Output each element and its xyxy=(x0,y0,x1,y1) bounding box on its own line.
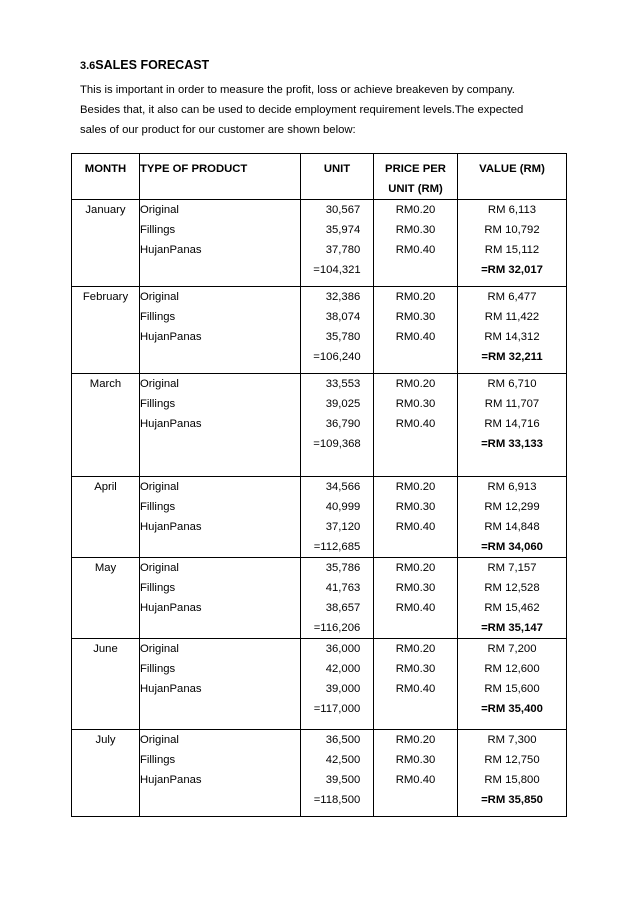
unit-cell xyxy=(301,374,374,477)
month-label: April xyxy=(94,481,117,493)
table-body xyxy=(72,200,567,817)
product-cell xyxy=(140,558,301,639)
value-total: =RM 34,060 xyxy=(481,541,543,553)
value-cell xyxy=(458,477,567,558)
unit-value: 33,553 xyxy=(325,378,361,390)
product-name: HujanPanas xyxy=(140,602,202,614)
product-name: Original xyxy=(140,643,179,655)
product-name: Fillings xyxy=(140,754,176,766)
product-name: Original xyxy=(140,204,179,216)
value-amount: RM 6,913 xyxy=(487,481,537,493)
table-row xyxy=(72,730,567,817)
value-cell xyxy=(458,374,567,477)
header-value: VALUE (RM) xyxy=(458,154,567,200)
header-unit: UNIT xyxy=(301,154,374,200)
header-price-per-unit xyxy=(374,154,458,200)
intro-line: This is important in order to measure the profit, loss or achieve breakeven by company. xyxy=(80,84,515,96)
unit-total: =112,685 xyxy=(313,541,361,553)
month-cell xyxy=(72,477,140,558)
month-cell xyxy=(72,287,140,374)
unit-cell xyxy=(301,287,374,374)
unit-total: =106,240 xyxy=(313,351,361,363)
product-name: Fillings xyxy=(140,582,176,594)
unit-value: 39,025 xyxy=(325,398,361,410)
value-cell xyxy=(458,639,567,730)
price-value: RM0.20 xyxy=(395,204,436,216)
value-amount: RM 15,462 xyxy=(484,602,540,614)
header-price-line: PRICE PER xyxy=(385,163,446,175)
unit-value: 36,790 xyxy=(325,418,361,430)
intro-line: sales of our product for our customer are shown below: xyxy=(80,124,356,136)
product-name: HujanPanas xyxy=(140,418,202,430)
product-name: HujanPanas xyxy=(140,244,202,256)
price-cell xyxy=(374,639,458,730)
price-cell xyxy=(374,200,458,287)
price-value: RM0.20 xyxy=(395,643,436,655)
unit-value: 37,120 xyxy=(325,521,361,533)
unit-value: 35,974 xyxy=(325,224,361,236)
value-cell xyxy=(458,287,567,374)
value-amount: RM 12,750 xyxy=(484,754,540,766)
price-value: RM0.20 xyxy=(395,291,436,303)
product-name: Original xyxy=(140,562,179,574)
value-amount: RM 12,299 xyxy=(484,501,540,513)
table-row xyxy=(72,287,567,374)
product-name: HujanPanas xyxy=(140,331,202,343)
month-cell xyxy=(72,730,140,817)
unit-value: 35,786 xyxy=(325,562,361,574)
value-total: =RM 35,850 xyxy=(481,794,543,806)
price-value: RM0.40 xyxy=(395,683,436,695)
value-amount: RM 15,800 xyxy=(484,774,540,786)
price-cell xyxy=(374,730,458,817)
unit-value: 37,780 xyxy=(325,244,361,256)
product-name: Original xyxy=(140,734,179,746)
product-cell xyxy=(140,374,301,477)
price-value: RM0.40 xyxy=(395,418,436,430)
product-name: Original xyxy=(140,291,179,303)
unit-total: =117,000 xyxy=(313,703,361,715)
header-month: MONTH xyxy=(72,154,140,200)
value-amount: RM 15,600 xyxy=(484,683,540,695)
value-amount: RM 7,300 xyxy=(487,734,537,746)
value-amount: RM 6,113 xyxy=(487,204,537,216)
unit-cell xyxy=(301,639,374,730)
value-amount: RM 6,477 xyxy=(487,291,537,303)
value-amount: RM 14,312 xyxy=(484,331,540,343)
intro-paragraph xyxy=(80,80,580,140)
month-label: June xyxy=(93,643,118,655)
month-label: February xyxy=(82,291,129,303)
month-cell xyxy=(72,558,140,639)
value-amount: RM 10,792 xyxy=(484,224,540,236)
price-value: RM0.20 xyxy=(395,734,436,746)
unit-value: 34,566 xyxy=(325,481,361,493)
price-value: RM0.40 xyxy=(395,774,436,786)
unit-total: =116,206 xyxy=(313,622,361,634)
product-name: Original xyxy=(140,481,179,493)
unit-value: 38,074 xyxy=(325,311,361,323)
price-cell xyxy=(374,287,458,374)
table-row xyxy=(72,639,567,730)
unit-total: =109,368 xyxy=(313,438,361,450)
month-label: March xyxy=(89,378,122,390)
price-value: RM0.30 xyxy=(395,398,436,410)
unit-value: 39,500 xyxy=(325,774,361,786)
value-total: =RM 32,211 xyxy=(481,351,543,363)
product-name: Fillings xyxy=(140,311,176,323)
unit-cell xyxy=(301,200,374,287)
header-type-of-product: TYPE OF PRODUCT xyxy=(140,154,301,200)
value-amount: RM 15,112 xyxy=(484,244,540,256)
value-amount: RM 12,528 xyxy=(484,582,540,594)
unit-value: 32,386 xyxy=(325,291,361,303)
product-name: Fillings xyxy=(140,224,176,236)
value-amount: RM 14,848 xyxy=(484,521,540,533)
value-amount: RM 7,200 xyxy=(487,643,537,655)
unit-value: 41,763 xyxy=(325,582,361,594)
value-total: =RM 32,017 xyxy=(481,264,543,276)
unit-value: 40,999 xyxy=(325,501,361,513)
product-name: Fillings xyxy=(140,663,176,675)
month-label: January xyxy=(85,204,126,216)
price-value: RM0.20 xyxy=(395,481,436,493)
table-row xyxy=(72,200,567,287)
price-cell xyxy=(374,374,458,477)
price-cell xyxy=(374,477,458,558)
table-row xyxy=(72,477,567,558)
unit-cell xyxy=(301,730,374,817)
value-cell xyxy=(458,200,567,287)
unit-total: =104,321 xyxy=(313,264,361,276)
table-row xyxy=(72,558,567,639)
month-cell xyxy=(72,374,140,477)
product-name: HujanPanas xyxy=(140,521,202,533)
price-value: RM0.40 xyxy=(395,602,436,614)
product-name: Fillings xyxy=(140,501,176,513)
price-value: RM0.20 xyxy=(395,562,436,574)
value-cell xyxy=(458,558,567,639)
price-value: RM0.30 xyxy=(395,501,436,513)
unit-value: 36,000 xyxy=(325,643,361,655)
price-value: RM0.40 xyxy=(395,244,436,256)
value-amount: RM 11,707 xyxy=(484,398,540,410)
section-number: 3.6 xyxy=(80,60,96,72)
unit-value: 39,000 xyxy=(325,683,361,695)
price-value: RM0.30 xyxy=(395,582,436,594)
header-price-line: UNIT (RM) xyxy=(388,183,443,195)
unit-value: 36,500 xyxy=(325,734,361,746)
product-cell xyxy=(140,477,301,558)
unit-value: 42,000 xyxy=(325,663,361,675)
unit-value: 38,657 xyxy=(325,602,361,614)
unit-cell xyxy=(301,477,374,558)
month-label: July xyxy=(95,734,116,746)
price-value: RM0.40 xyxy=(395,521,436,533)
price-value: RM0.30 xyxy=(395,311,436,323)
month-label: May xyxy=(94,562,117,574)
product-cell xyxy=(140,639,301,730)
value-amount: RM 14,716 xyxy=(484,418,540,430)
value-total: =RM 33,133 xyxy=(481,438,543,450)
product-name: HujanPanas xyxy=(140,683,202,695)
unit-total: =118,500 xyxy=(313,794,361,806)
unit-value: 30,567 xyxy=(325,204,361,216)
value-amount: RM 7,157 xyxy=(487,562,537,574)
table-row xyxy=(72,374,567,477)
value-amount: RM 11,422 xyxy=(484,311,540,323)
month-cell xyxy=(72,639,140,730)
unit-cell xyxy=(301,558,374,639)
value-amount: RM 12,600 xyxy=(484,663,540,675)
unit-value: 35,780 xyxy=(325,331,361,343)
price-value: RM0.30 xyxy=(395,663,436,675)
product-cell xyxy=(140,287,301,374)
price-cell xyxy=(374,558,458,639)
month-cell xyxy=(72,200,140,287)
product-name: Original xyxy=(140,378,179,390)
value-amount: RM 6,710 xyxy=(487,378,537,390)
price-value: RM0.40 xyxy=(395,331,436,343)
price-value: RM0.30 xyxy=(395,224,436,236)
price-value: RM0.30 xyxy=(395,754,436,766)
price-value: RM0.20 xyxy=(395,378,436,390)
product-cell xyxy=(140,200,301,287)
table-header-row xyxy=(72,154,567,200)
section-heading xyxy=(80,58,209,72)
section-title: SALES FORECAST xyxy=(95,58,210,72)
product-cell xyxy=(140,730,301,817)
value-cell xyxy=(458,730,567,817)
product-name: Fillings xyxy=(140,398,176,410)
sales-forecast-table xyxy=(71,153,567,817)
product-name: HujanPanas xyxy=(140,774,202,786)
value-total: =RM 35,400 xyxy=(481,703,543,715)
unit-value: 42,500 xyxy=(325,754,361,766)
intro-line: Besides that, it also can be used to decide employment requirement levels.The expected xyxy=(80,104,524,116)
value-total: =RM 35,147 xyxy=(481,622,543,634)
